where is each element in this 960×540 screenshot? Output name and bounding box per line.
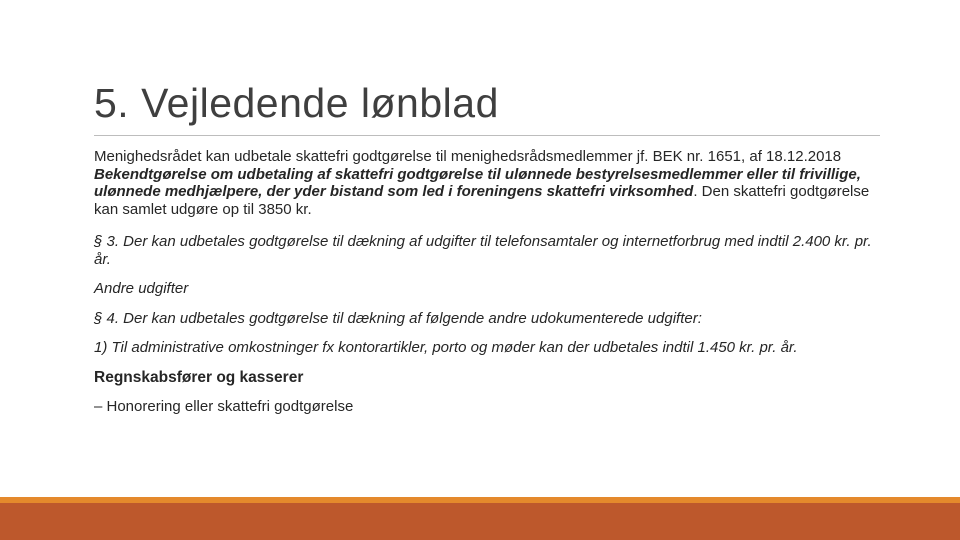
other-expenses-label: Andre udgifter	[94, 280, 189, 297]
section-4-paragraph: § 4. Der kan udbetales godtgørelse til dækning af følgende andre udokumenterede udgifter:	[94, 309, 702, 327]
section-3-paragraph: § 3. Der kan udbetales godtgørelse til dækning af udgifter til telefonsamtaler og internetforbrug med indtil 2.400 kr. pr. år.	[94, 233, 872, 268]
slide-title: 5. Vejledende lønblad	[94, 80, 499, 126]
accountant-heading: Regnskabsfører og kasserer	[94, 368, 304, 386]
intro-amount-text: . Den skattefri godtgørelse kan samlet udgøre op til 3850 kr.	[94, 183, 870, 218]
item-1-paragraph: 1) Til administrative omkostninger fx kontorartikler, porto og møder kan der udbetales indtil 1.450 kr. pr. år.	[94, 339, 798, 356]
intro-paragraph	[94, 148, 884, 218]
title-divider	[94, 135, 880, 136]
footer-accent-bar	[0, 503, 960, 540]
slide-body	[94, 148, 884, 428]
regulation-title: Bekendtgørelse om udbetaling af skattefri godtgørelse til ulønnede bestyrelsesmedlemmer eller til frivillige, ulønnede medhjælpere, der yder bistand som led i foreningens skattefri virksomhed	[94, 165, 861, 200]
intro-text: Menighedsrådet kan udbetale skattefri godtgørelse til menighedsrådsmedlemmer jf. BEK nr. 1651, af 18.12.2018	[94, 148, 842, 165]
bullet-item: – Honorering eller skattefri godtgørelse	[94, 398, 354, 415]
